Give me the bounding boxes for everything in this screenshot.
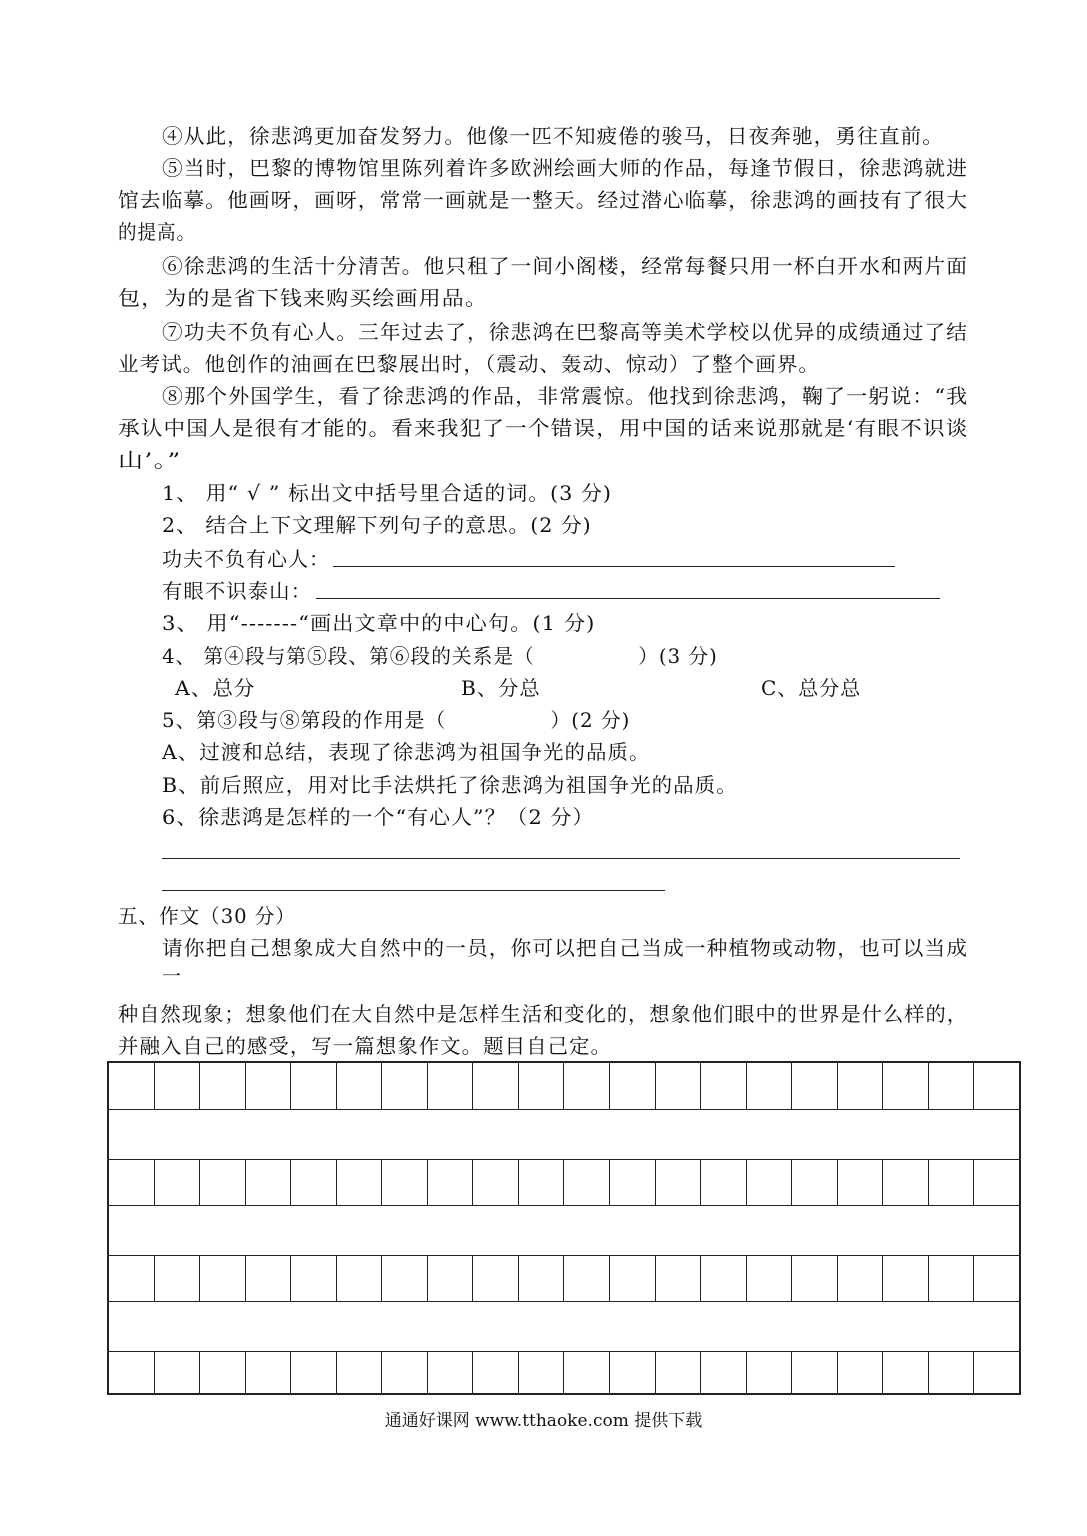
text-line-p8b: 承认中国人是很有才能的。看来我犯了一个错误，用中国的话来说那就是‘有眼不识谈 <box>118 416 969 440</box>
grid-cell[interactable] <box>337 1063 383 1109</box>
text-line-q2a: 功夫不负有心人： <box>162 547 330 571</box>
grid-cell[interactable] <box>883 1063 929 1109</box>
grid-cell[interactable] <box>747 1160 793 1205</box>
grid-cell[interactable] <box>929 1256 975 1301</box>
grid-cell[interactable] <box>382 1063 428 1109</box>
grid-cell[interactable] <box>747 1063 793 1109</box>
grid-cell[interactable] <box>883 1352 929 1393</box>
grid-cell[interactable] <box>656 1352 702 1393</box>
text-line-q4a: A、总分 <box>175 676 256 700</box>
text-line-q2b: 有眼不识泰山： <box>162 579 312 603</box>
text-line-q5b: B、前后照应，用对比手法烘托了徐悲鸿为祖国争光的品质。 <box>162 773 738 797</box>
grid-cell[interactable] <box>291 1352 337 1393</box>
grid-cell[interactable] <box>974 1160 1019 1205</box>
text-line-p7b: 业考试。他创作的油画在巴黎展出时，（震动、轰动、惊动）了整个画界。 <box>118 352 820 376</box>
grid-cell[interactable] <box>109 1063 155 1109</box>
text-line-p6b: 包，为的是省下钱来购买绘画用品。 <box>118 286 488 310</box>
text-line-q5: 5、第③段与⑧第段的作用是（ ）(2 分) <box>162 708 631 732</box>
grid-cell[interactable] <box>838 1256 884 1301</box>
grid-cell[interactable] <box>747 1256 793 1301</box>
text-line-q5a: A、过渡和总结，表现了徐悲鸿为祖国争光的品质。 <box>162 740 651 764</box>
grid-cell[interactable] <box>109 1160 155 1205</box>
grid-cell[interactable] <box>701 1160 747 1205</box>
grid-cell[interactable] <box>200 1256 246 1301</box>
text-line-p7a: ⑦功夫不负有心人。三年过去了，徐悲鸿在巴黎高等美术学校以优异的成绩通过了结 <box>162 320 968 344</box>
text-line-q3: 3、 用“-------“画出文章中的中心句。(1 分) <box>162 611 596 635</box>
grid-cell[interactable] <box>929 1352 975 1393</box>
grid-cell[interactable] <box>701 1063 747 1109</box>
grid-cell[interactable] <box>291 1256 337 1301</box>
grid-cell[interactable] <box>974 1063 1019 1109</box>
text-line-p8a: ⑧那个外国学生，看了徐悲鸿的作品，非常震惊。他找到徐悲鸿，鞠了一躬说：“我 <box>162 384 969 408</box>
text-line-q6: 6、徐悲鸿是怎样的一个“有心人”？（2 分） <box>162 805 595 829</box>
grid-cell[interactable] <box>109 1256 155 1301</box>
answer-line-q6-1[interactable] <box>162 858 960 859</box>
grid-cell[interactable] <box>564 1352 610 1393</box>
text-line-c1: 请你把自己想象成大自然中的一员，你可以把自己当成一种植物或动物，也可以当成 <box>162 936 968 960</box>
grid-cell[interactable] <box>473 1063 519 1109</box>
footer-credit: 通通好课网 www.tthaoke.com 提供下载 <box>384 1411 703 1431</box>
grid-cell[interactable] <box>246 1160 292 1205</box>
grid-cell[interactable] <box>155 1063 201 1109</box>
grid-cell[interactable] <box>974 1352 1019 1393</box>
grid-cell[interactable] <box>200 1063 246 1109</box>
grid-cell[interactable] <box>291 1160 337 1205</box>
grid-cell[interactable] <box>337 1160 383 1205</box>
grid-cell[interactable] <box>701 1352 747 1393</box>
grid-cell[interactable] <box>656 1160 702 1205</box>
grid-cell[interactable] <box>792 1160 838 1205</box>
grid-cell[interactable] <box>701 1256 747 1301</box>
grid-cell[interactable] <box>337 1256 383 1301</box>
grid-cell[interactable] <box>382 1256 428 1301</box>
text-line-q4c: C、总分总 <box>761 676 862 700</box>
text-line-q4b: B、分总 <box>461 676 541 700</box>
grid-cell[interactable] <box>610 1256 656 1301</box>
grid-cell[interactable] <box>519 1160 565 1205</box>
grid-cell[interactable] <box>564 1063 610 1109</box>
grid-cell[interactable] <box>291 1063 337 1109</box>
grid-cell[interactable] <box>428 1063 474 1109</box>
grid-cell[interactable] <box>428 1256 474 1301</box>
text-line-q2: 2、 结合上下文理解下列句子的意思。(2 分) <box>162 513 592 537</box>
grid-cell[interactable] <box>792 1063 838 1109</box>
grid-cell[interactable] <box>246 1063 292 1109</box>
grid-cell[interactable] <box>155 1352 201 1393</box>
grid-cell[interactable] <box>246 1352 292 1393</box>
grid-cell[interactable] <box>792 1256 838 1301</box>
grid-cell[interactable] <box>428 1160 474 1205</box>
answer-line-q2b[interactable] <box>316 598 940 599</box>
text-line-q4: 4、 第④段与第⑤段、第⑥段的关系是（ ）(3 分) <box>162 644 718 668</box>
answer-line-q6-2[interactable] <box>162 890 665 891</box>
grid-cell[interactable] <box>792 1352 838 1393</box>
grid-cell[interactable] <box>200 1352 246 1393</box>
grid-cell[interactable] <box>564 1256 610 1301</box>
grid-cell[interactable] <box>929 1063 975 1109</box>
answer-line-q2a[interactable] <box>333 566 895 567</box>
grid-cell[interactable] <box>610 1352 656 1393</box>
grid-cell[interactable] <box>519 1256 565 1301</box>
text-line-p5a: ⑤当时，巴黎的博物馆里陈列着许多欧洲绘画大师的作品，每逢节假日，徐悲鸿就进 <box>162 156 968 180</box>
grid-cell[interactable] <box>610 1063 656 1109</box>
text-line-c1b: 一 <box>162 964 182 988</box>
text-line-c3: 并融入自己的感受，写一篇想象作文。题目自己定。 <box>118 1034 612 1058</box>
grid-blank-row <box>109 1205 1019 1255</box>
grid-cell[interactable] <box>838 1063 884 1109</box>
grid-cell[interactable] <box>473 1352 519 1393</box>
grid-cell[interactable] <box>519 1352 565 1393</box>
grid-cell[interactable] <box>246 1256 292 1301</box>
text-line-c2: 种自然现象；想象他们在大自然中是怎样生活和变化的，想象他们眼中的世界是什么样的， <box>118 1002 968 1026</box>
grid-cell[interactable] <box>382 1352 428 1393</box>
grid-cell[interactable] <box>200 1160 246 1205</box>
grid-cell[interactable] <box>337 1352 383 1393</box>
text-line-p6a: ⑥徐悲鸿的生活十分清苦。他只租了一间小阁楼，经常每餐只用一杯白开水和两片面 <box>162 254 968 278</box>
grid-cell[interactable] <box>838 1352 884 1393</box>
grid-cell-row <box>109 1255 1019 1301</box>
grid-cell[interactable] <box>929 1160 975 1205</box>
grid-cell[interactable] <box>656 1063 702 1109</box>
grid-cell[interactable] <box>155 1256 201 1301</box>
grid-blank-row <box>109 1109 1019 1159</box>
grid-cell[interactable] <box>974 1256 1019 1301</box>
text-line-p4: ④从此，徐悲鸿更加奋发努力。他像一匹不知疲倦的骏马，日夜奔驰，勇往直前。 <box>162 124 944 148</box>
text-line-p5b: 馆去临摹。他画呀，画呀，常常一画就是一整天。经过潜心临摹，徐悲鸿的画技有了很大 <box>118 188 969 212</box>
grid-cell[interactable] <box>838 1160 884 1205</box>
text-line-p8c: 山’。” <box>118 448 182 472</box>
grid-blank-row <box>109 1301 1019 1351</box>
text-line-p5c: 的提高。 <box>118 220 196 244</box>
grid-cell[interactable] <box>473 1160 519 1205</box>
grid-cell[interactable] <box>428 1352 474 1393</box>
grid-cell-row <box>109 1351 1019 1393</box>
grid-cell[interactable] <box>883 1160 929 1205</box>
text-line-s5: 五、作文（30 分） <box>118 904 296 928</box>
grid-cell[interactable] <box>382 1160 428 1205</box>
text-line-q1: 1、 用“ √ ” 标出文中括号里合适的词。(3 分) <box>162 481 613 505</box>
grid-cell[interactable] <box>656 1256 702 1301</box>
grid-cell[interactable] <box>883 1256 929 1301</box>
composition-grid[interactable] <box>107 1061 1021 1395</box>
grid-cell[interactable] <box>519 1063 565 1109</box>
grid-cell[interactable] <box>109 1352 155 1393</box>
grid-cell[interactable] <box>155 1160 201 1205</box>
grid-cell-row <box>109 1159 1019 1205</box>
grid-cell[interactable] <box>747 1352 793 1393</box>
grid-cell[interactable] <box>564 1160 610 1205</box>
grid-cell[interactable] <box>473 1256 519 1301</box>
grid-cell[interactable] <box>610 1160 656 1205</box>
grid-cell-row <box>109 1063 1019 1109</box>
